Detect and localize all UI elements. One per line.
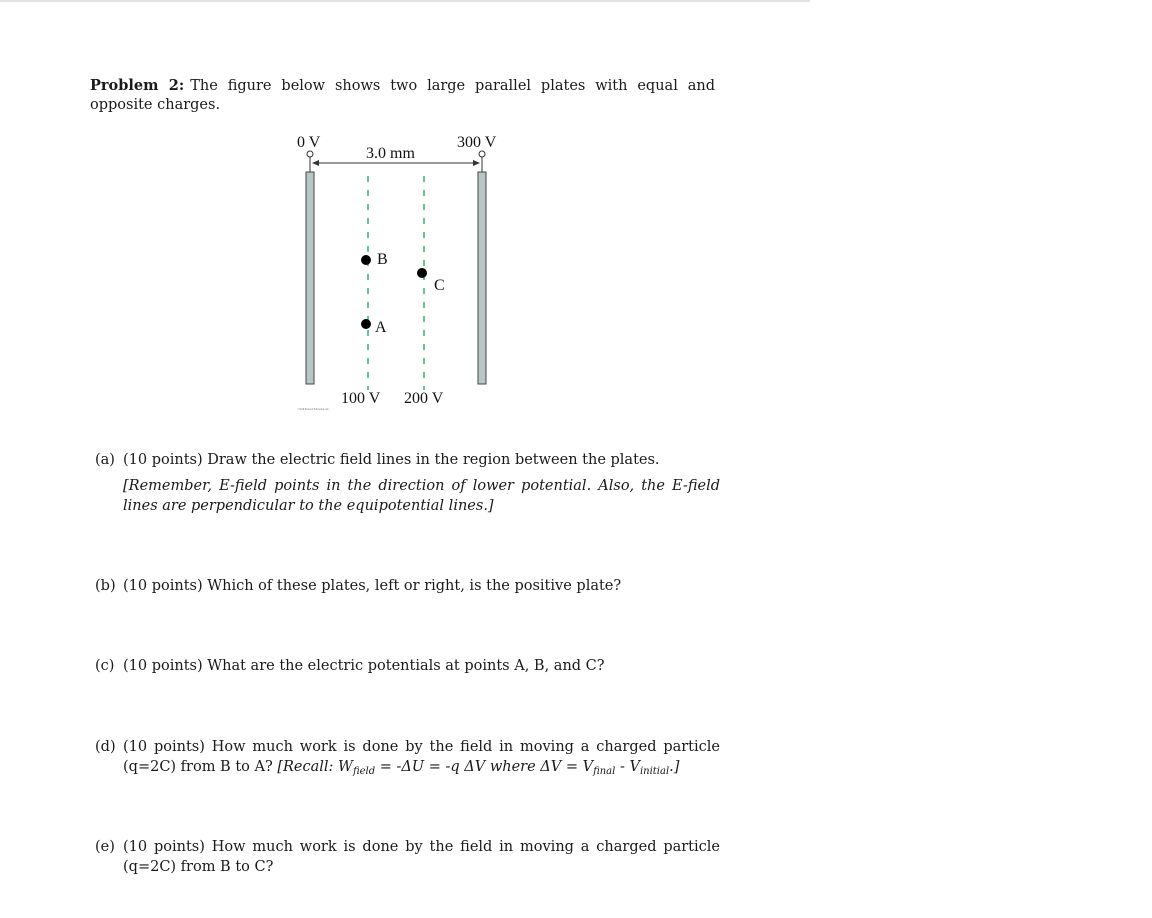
question-e xyxy=(95,837,720,877)
equipotential-100-label: 100 V xyxy=(341,390,381,407)
top-border xyxy=(0,0,810,2)
question-d-recall xyxy=(277,759,679,775)
figure-svg xyxy=(297,128,537,413)
question-d xyxy=(95,737,720,782)
recall-sub-initial: initial xyxy=(639,766,670,777)
recall-prefix: [Recall: W xyxy=(277,759,353,775)
point-c-label: C xyxy=(434,277,445,294)
question-c xyxy=(95,656,720,676)
right-plate xyxy=(478,172,486,384)
question-b-tag: (b) xyxy=(95,578,116,594)
question-e-tag: (e) xyxy=(95,839,115,855)
equipotential-200-label: 200 V xyxy=(404,390,444,407)
question-e-text: (10 points) How much work is done by the field in moving a charged particle (q=2C) from B to C? xyxy=(123,839,720,875)
point-a-dot xyxy=(361,319,371,329)
right-terminal-icon xyxy=(479,151,485,157)
arrow-right-head-icon xyxy=(473,160,480,166)
parallel-plates-figure xyxy=(297,128,537,413)
point-c-dot xyxy=(417,268,427,278)
separation-label: 3.0 mm xyxy=(366,145,415,162)
question-d-text: (10 points) How much work is done by the field in moving a charged particle (q=2C) from B to A? xyxy=(123,739,720,775)
question-a-text: (10 points) Draw the electric field lines in the region between the plates. xyxy=(123,452,660,468)
arrow-left-head-icon xyxy=(312,160,319,166)
left-terminal-icon xyxy=(307,151,313,157)
question-a-note: [Remember, E-field points in the direction of lower potential. Also, the E-field lines are perpendicular to the equipotential lines.] xyxy=(123,478,720,514)
point-a-label: A xyxy=(375,319,387,336)
question-b xyxy=(95,576,720,596)
recall-mid: = -ΔU = -q ΔV where ΔV = V xyxy=(375,759,594,775)
problem-intro xyxy=(90,76,715,115)
question-a-tag: (a) xyxy=(95,452,115,468)
left-plate xyxy=(306,172,314,384)
point-b-label: B xyxy=(377,251,388,268)
question-c-tag: (c) xyxy=(95,658,115,674)
recall-sub-final: final xyxy=(593,766,616,777)
recall-dash: - V xyxy=(615,759,640,775)
problem-intro-text: The figure below shows two large parallel plates with equal and opposite charges. xyxy=(90,78,715,113)
recall-end: .] xyxy=(669,759,680,775)
recall-sub-field: field xyxy=(352,766,376,777)
question-c-text: (10 points) What are the electric potentials at points A, B, and C? xyxy=(123,658,605,674)
left-voltage-label: 0 V xyxy=(297,134,321,151)
right-voltage-label: 300 V xyxy=(457,134,497,151)
question-a xyxy=(95,450,720,516)
point-b-dot xyxy=(361,255,371,265)
question-d-tag: (d) xyxy=(95,739,116,755)
problem-label: Problem 2: xyxy=(90,77,185,94)
copyright-text: ©2016 Pearson Education, Inc. xyxy=(297,408,330,411)
question-b-text: (10 points) Which of these plates, left or right, is the positive plate? xyxy=(123,578,622,594)
